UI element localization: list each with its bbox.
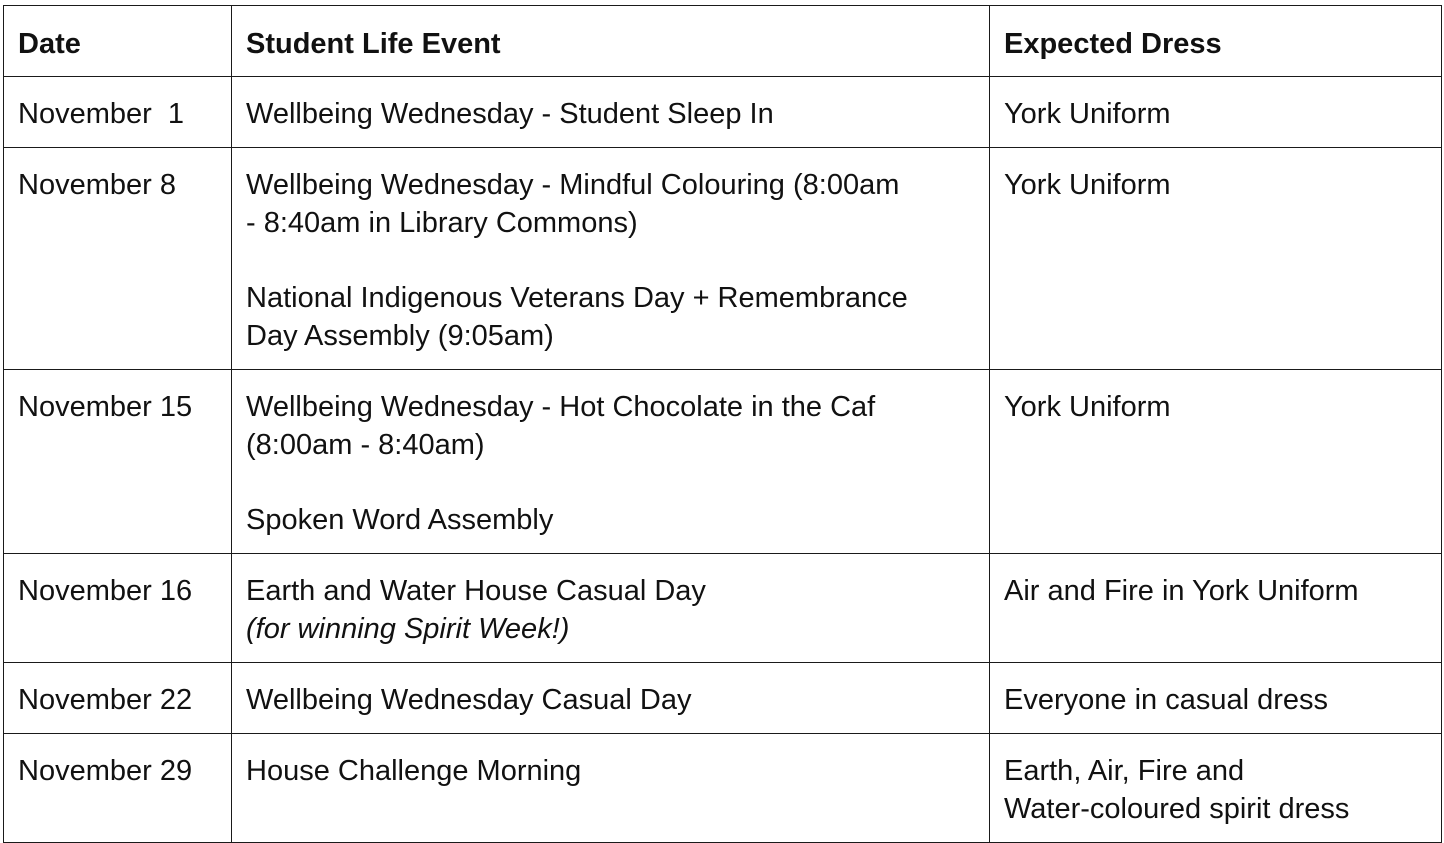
event-line: Spoken Word Assembly [246, 504, 554, 536]
dress-line: York Uniform [1004, 98, 1171, 130]
dress-line: York Uniform [1004, 169, 1171, 201]
event-line: Wellbeing Wednesday - Mindful Colouring (8:00am [246, 169, 900, 201]
date-header: Date [4, 6, 232, 77]
table-row [4, 734, 1442, 843]
event-cell [232, 148, 990, 370]
table-row [4, 554, 1442, 663]
table-row [4, 77, 1442, 148]
dress-cell [990, 554, 1442, 663]
date-cell: November 15 [4, 370, 232, 554]
date-cell: November 1 [4, 77, 232, 148]
dress-line: York Uniform [1004, 391, 1171, 423]
dress-line: Earth, Air, Fire and [1004, 755, 1245, 787]
event-line: - 8:40am in Library Commons) [246, 207, 638, 239]
event-line: Day Assembly (9:05am) [246, 320, 554, 352]
event-line: Earth and Water House Casual Day [246, 575, 706, 607]
date-cell: November 29 [4, 734, 232, 843]
event-line: National Indigenous Veterans Day + Remembrance [246, 282, 908, 314]
dress-cell [990, 734, 1442, 843]
dress-cell [990, 663, 1442, 734]
dress-cell [990, 370, 1442, 554]
table-row [4, 370, 1442, 554]
event-line: Wellbeing Wednesday Casual Day [246, 684, 692, 716]
event-cell [232, 554, 990, 663]
event-line: (8:00am - 8:40am) [246, 429, 485, 461]
dress-line: Everyone in casual dress [1004, 684, 1328, 716]
event-cell [232, 370, 990, 554]
event-line: Wellbeing Wednesday - Student Sleep In [246, 98, 774, 130]
dress-cell [990, 148, 1442, 370]
date-cell: November 22 [4, 663, 232, 734]
date-cell: November 16 [4, 554, 232, 663]
dress-line: Water-coloured spirit dress [1004, 793, 1350, 825]
table-row [4, 148, 1442, 370]
event-header: Student Life Event [232, 6, 990, 77]
table-row [4, 663, 1442, 734]
events-table [3, 5, 1442, 843]
dress-line: Air and Fire in York Uniform [1004, 575, 1359, 607]
event-line: Wellbeing Wednesday - Hot Chocolate in the Caf [246, 391, 876, 423]
event-note: (for winning Spirit Week!) [246, 613, 570, 645]
event-cell [232, 734, 990, 843]
dress-header: Expected Dress [990, 6, 1442, 77]
event-cell [232, 77, 990, 148]
date-cell: November 8 [4, 148, 232, 370]
event-cell [232, 663, 990, 734]
dress-cell [990, 77, 1442, 148]
event-line: House Challenge Morning [246, 755, 582, 787]
header-row [4, 6, 1442, 77]
